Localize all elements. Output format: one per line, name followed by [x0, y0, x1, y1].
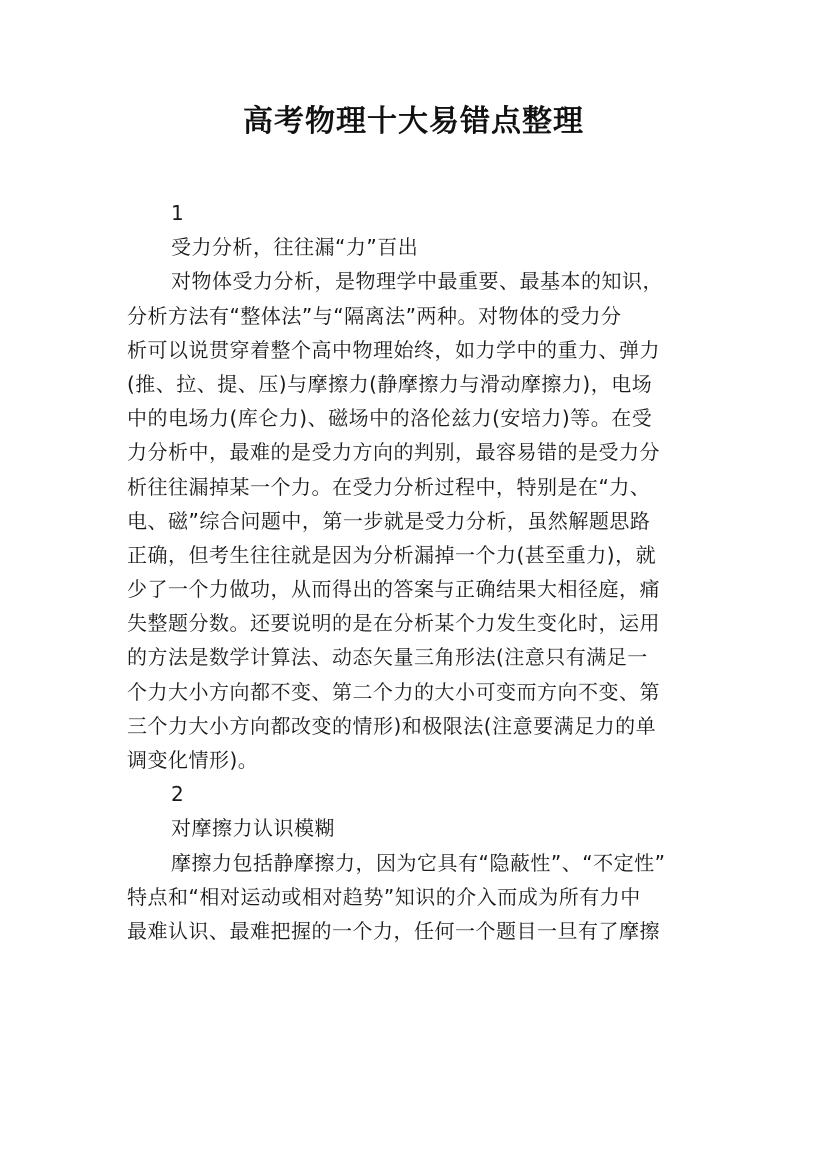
paragraph-line: 分析方法有“整体法”与“隔离法”两种。对物体的受力分	[127, 303, 622, 328]
section-number: 2	[171, 782, 185, 807]
paragraph-line: 电、磁”综合问题中，第一步就是受力分析，虽然解题思路	[127, 508, 651, 533]
paragraph-line: 特点和“相对运动或相对趋势”知识的介入而成为所有力中	[127, 884, 641, 909]
section-number: 1	[171, 201, 185, 225]
paragraph-line: 个力大小方向都不变、第二个力的大小可变而方向不变、第	[127, 679, 660, 704]
paragraph-line: 析可以说贯穿着整个高中物理始终，如力学中的重力、弹力	[127, 337, 660, 362]
paragraph-line: 三个力大小方向都改变的情形)和极限法(注意要满足力的单	[127, 713, 657, 738]
paragraph-line: 对物体受力分析，是物理学中最重要、最基本的知识，	[171, 269, 663, 294]
paragraph-line: 少了一个力做功，从而得出的答案与正确结果大相径庭，痛	[127, 577, 660, 602]
paragraph-line: 失整题分数。还要说明的是在分析某个力发生变化时，运用	[127, 611, 660, 636]
section-heading: 对摩擦力认识模糊	[171, 816, 335, 841]
paragraph-line: 析往往漏掉某一个力。在受力分析过程中，特别是在“力、	[127, 474, 651, 499]
paragraph-line: 的方法是数学计算法、动态矢量三角形法(注意只有满足一	[127, 645, 648, 670]
section-heading: 受力分析，往往漏“力”百出	[171, 235, 419, 260]
paragraph-line: (推、拉、提、压)与摩擦力(静摩擦力与滑动摩擦力)，电场	[127, 371, 653, 396]
document-body	[127, 196, 703, 948]
document-title: 高考物理十大易错点整理	[243, 104, 584, 139]
paragraph-line: 摩擦力包括静摩擦力，因为它具有“隐蔽性”、“不定性”	[171, 850, 666, 875]
paragraph-line: 最难认识、最难把握的一个力，任何一个题目一旦有了摩擦	[127, 918, 660, 943]
paragraph-line: 中的电场力(库仑力)、磁场中的洛伦兹力(安培力)等。在受	[127, 406, 653, 431]
paragraph-line: 正确，但考生往往就是因为分析漏掉一个力(甚至重力)，就	[127, 542, 657, 567]
paragraph-line: 调变化情形)。	[127, 748, 259, 772]
paragraph-line: 力分析中，最难的是受力方向的判别，最容易错的是受力分	[127, 440, 660, 465]
